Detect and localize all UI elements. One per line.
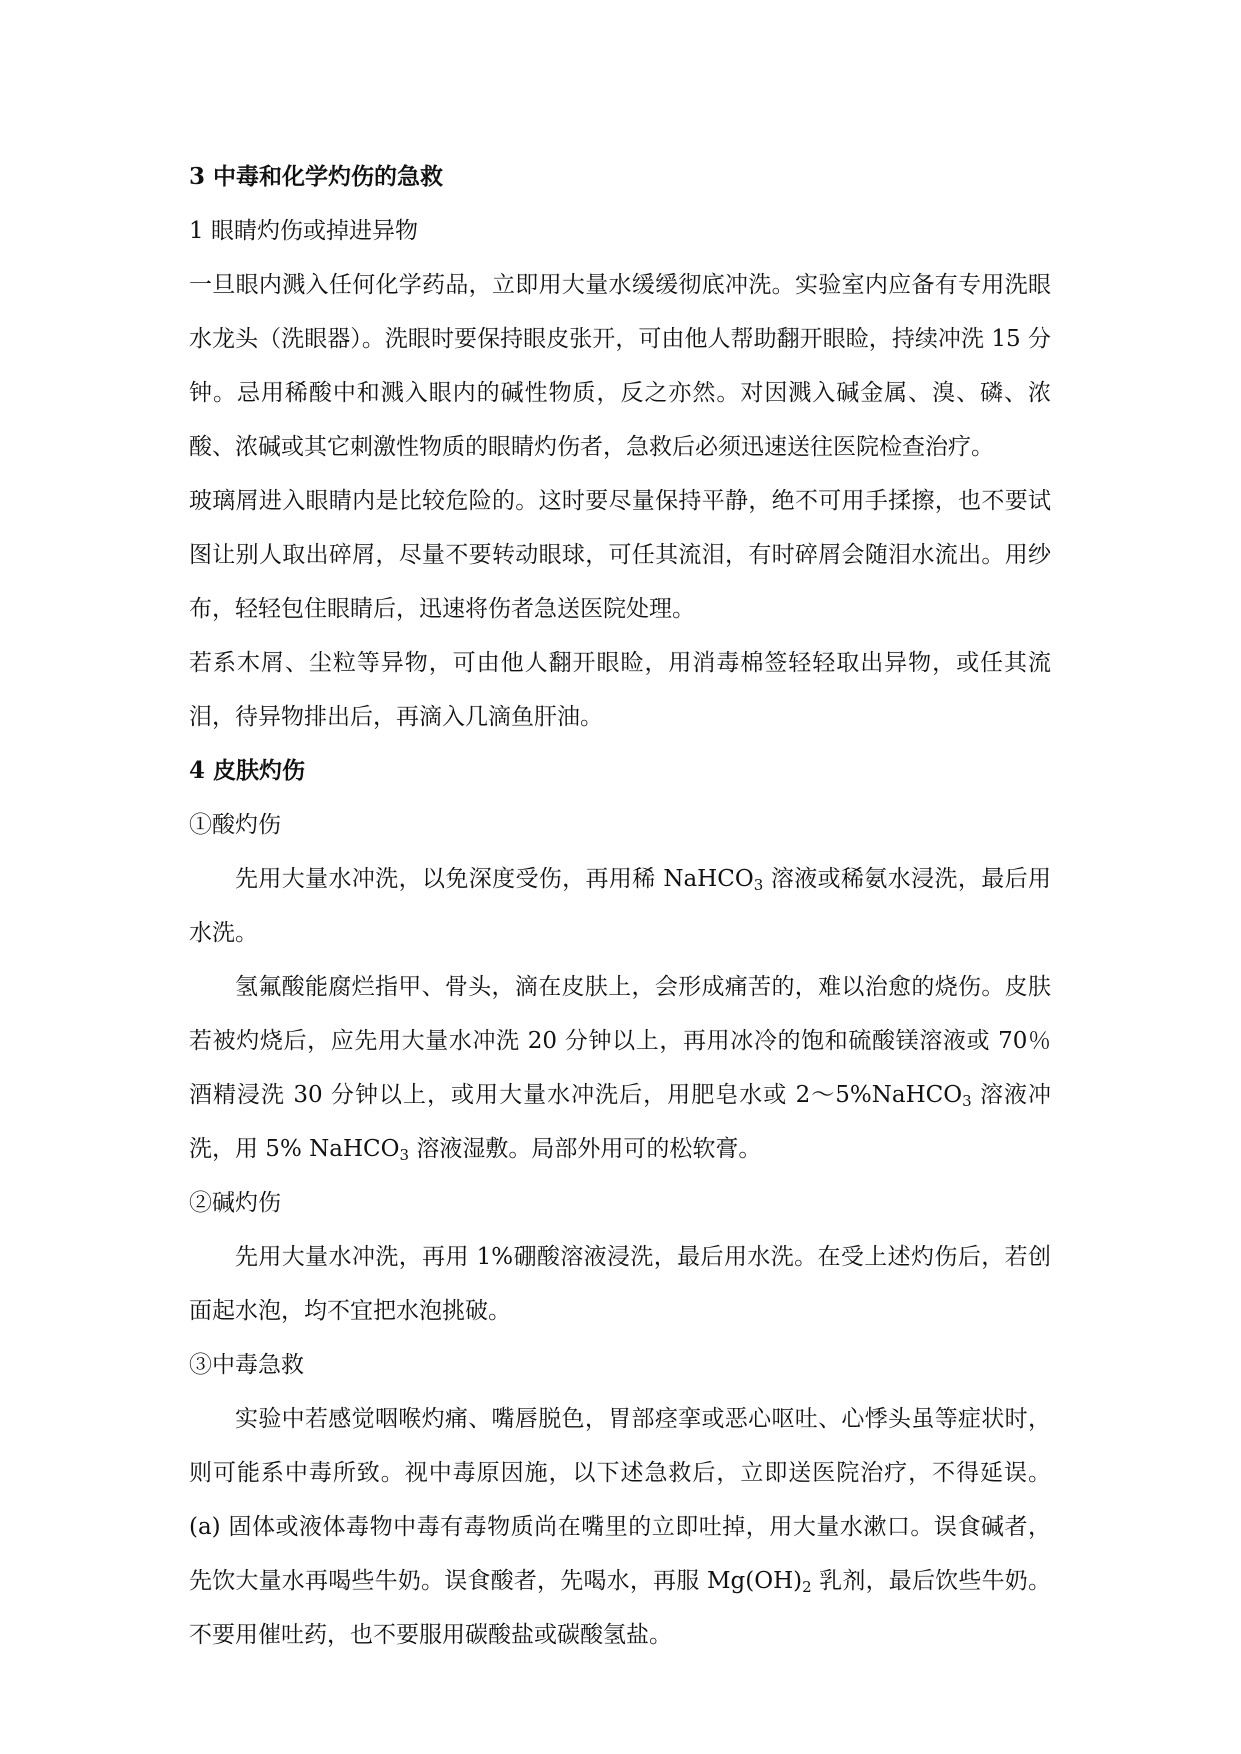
subsection-heading: 1 眼睛灼伤或掉进异物 [189, 218, 418, 244]
subsection-heading: ③中毒急救 [189, 1352, 304, 1378]
document-page [189, 150, 1051, 1662]
paragraph: 氢氟酸能腐烂指甲、骨头，滴在皮肤上，会形成痛苦的，难以治愈的烧伤。皮肤若被灼烧后，应先用大量水冲洗 20 分钟以上，再用冰冷的饱和硫酸镁溶液或 70％酒精浸洗 30 分钟以上，或用大量水冲洗后，用肥皂水或 2～5%NaHCO$_3$ 溶液冲洗，用 5% NaHCO$_3$ 溶液湿敷。局部外用可的松软膏。 [189, 974, 1051, 1164]
subsection-heading: ①酸灼伤 [189, 812, 281, 838]
subsection-heading: ②碱灼伤 [189, 1190, 281, 1216]
section-heading: 3 中毒和化学灼伤的急救 [189, 163, 444, 190]
paragraph: 实验中若感觉咽喉灼痛、嘴唇脱色，胃部痉挛或恶心呕吐、心悸头虽等症状时，则可能系中毒所致。视中毒原因施，以下述急救后，立即送医院治疗，不得延误。 (a) 固体或液体毒物中毒有毒物质尚在嘴里的立即吐掉，用大量水漱口。误食碱者，先饮大量水再喝些牛奶。误食酸者，先喝水，再服 $Mg(OH)_2$ 乳剂，最后饮些牛奶。不要用催吐药，也不要服用碳酸盐或碳酸氢盐。 [189, 1406, 1051, 1648]
section-heading: 4 皮肤灼伤 [189, 757, 306, 784]
paragraph: 先用大量水冲洗，以免深度受伤，再用稀 NaHCO$_3$ 溶液或稀氨水浸洗，最后用水洗。 [189, 866, 1052, 946]
paragraph: 一旦眼内溅入任何化学药品，立即用大量水缓缓彻底冲洗。实验室内应备有专用洗眼水龙头（洗眼器）。洗眼时要保持眼皮张开，可由他人帮助翻开眼睑，持续冲洗 15 分钟。忌用稀酸中和溅入眼内的碱性物质，反之亦然。对因溅入碱金属、溴、磷、浓酸、浓碱或其它刺激性物质的眼睛灼伤者，急救后必须迅速送往医院检查治疗。 [189, 272, 1051, 460]
paragraph: 先用大量水冲洗，再用 1%硼酸溶液浸洗，最后用水洗。在受上述灼伤后，若创面起水泡，均不宜把水泡挑破。 [189, 1244, 1051, 1324]
paragraph: 若系木屑、尘粒等异物，可由他人翻开眼睑，用消毒棉签轻轻取出异物，或任其流泪，待异物排出后，再滴入几滴鱼肝油。 [189, 650, 1051, 730]
paragraph: 玻璃屑进入眼睛内是比较危险的。这时要尽量保持平静，绝不可用手揉擦，也不要试图让别人取出碎屑，尽量不要转动眼球，可任其流泪，有时碎屑会随泪水流出。用纱布，轻轻包住眼睛后，迅速将伤者急送医院处理。 [189, 488, 1051, 622]
